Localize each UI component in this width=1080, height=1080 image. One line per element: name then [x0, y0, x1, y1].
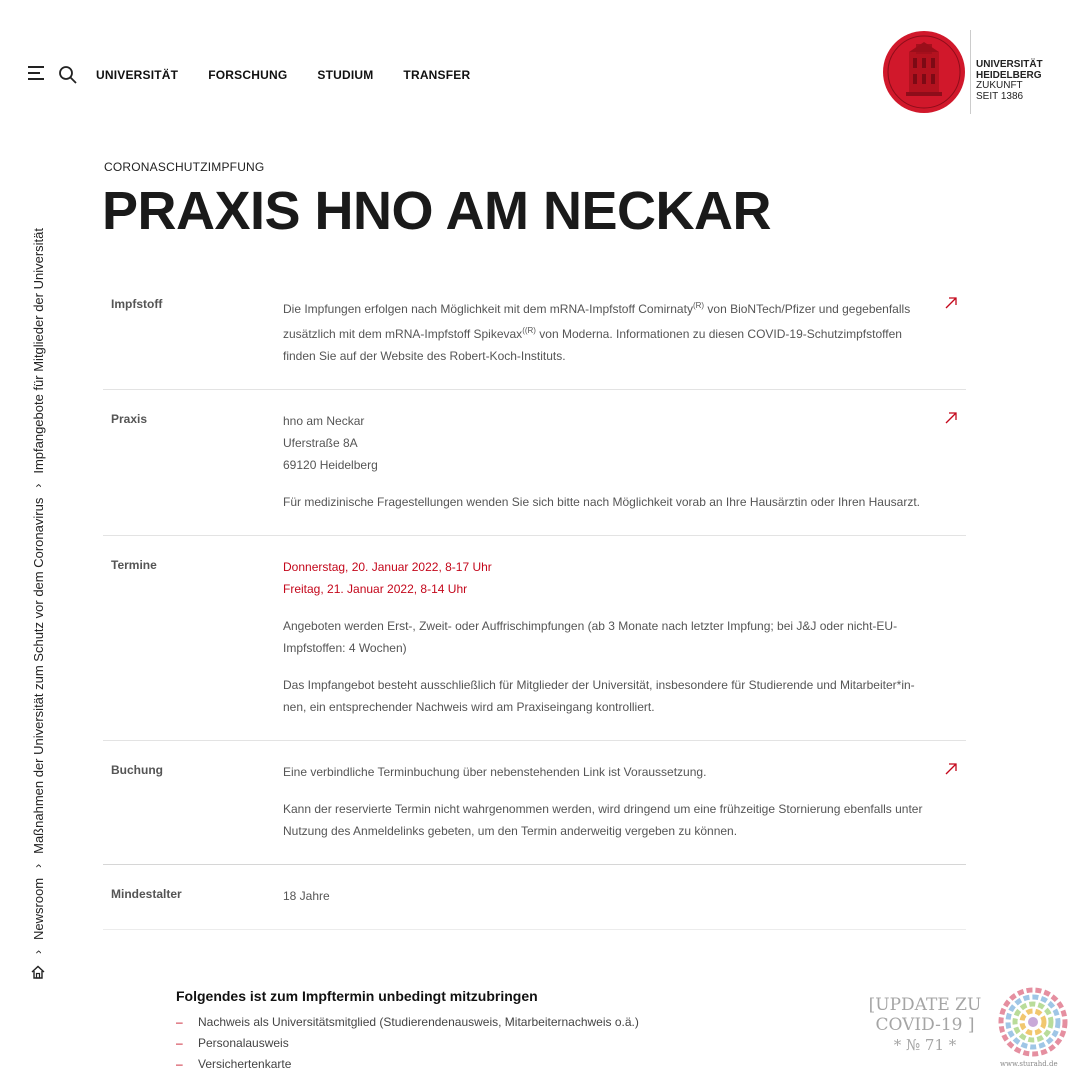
termin-date: Donnerstag, 20. Januar 2022, 8-17 Uhr — [283, 560, 492, 574]
chevron-right-icon: › — [31, 863, 45, 868]
praxis-city: 69120 Heidelberg — [283, 458, 378, 472]
info-row-mindestalter — [103, 865, 966, 930]
info-content — [283, 556, 925, 718]
mindestalter-value: 18 Jahre — [283, 889, 330, 903]
update-line: [UPDATE ZU — [868, 995, 982, 1015]
impfstoff-text-1: Die Impfungen erfolgen nach Möglichkeit mit dem mRNA-Impfstoff Comirnaty — [283, 302, 693, 316]
chevron-right-icon: › — [31, 950, 45, 954]
nav-universitaet[interactable]: UNIVERSITÄT — [96, 68, 179, 82]
menu-icon[interactable] — [28, 66, 46, 82]
bring-list-title: Folgendes ist zum Impftermin unbedingt mitzubringen — [176, 988, 538, 1004]
registered-mark: ((R) — [522, 326, 536, 335]
info-content — [283, 761, 925, 842]
breadcrumb-impfangebote[interactable]: Impfangebote für Mitglieder der Universität — [30, 227, 46, 474]
list-item: – Nachweis als Universitätsmitglied (Studierendenausweis, Mitarbeiternachweis o.ä.) — [176, 1015, 639, 1029]
logo-line-4: SEIT 1386 — [976, 90, 1024, 102]
impfstoff-text-2: von BioNTech/Pfizer und gegebenfalls zusätzlich mit dem mRNA-Impfstoff Spikevax — [283, 302, 911, 341]
termin-date: Freitag, 21. Januar 2022, 8-14 Uhr — [283, 582, 468, 596]
registered-mark: (R) — [692, 301, 705, 310]
info-content — [283, 885, 925, 907]
info-row-praxis — [103, 390, 966, 536]
buchung-text: Eine verbindliche Terminbuchung über nebenstehenden Link ist Voraussetzung. — [283, 765, 707, 779]
bring-list — [176, 1012, 776, 1075]
breadcrumb-newsroom[interactable]: Newsroom — [30, 877, 46, 940]
university-seal-logo[interactable] — [882, 30, 966, 114]
nav-studium[interactable]: STUDIUM — [317, 68, 374, 82]
praxis-name: hno am Neckar — [283, 414, 365, 428]
info-content — [283, 295, 925, 367]
info-table — [103, 275, 966, 930]
nav-forschung[interactable]: FORSCHUNG — [208, 68, 288, 82]
info-row-buchung — [103, 741, 966, 865]
search-icon[interactable] — [58, 65, 78, 85]
update-line: COVID-19 ] — [875, 1015, 975, 1035]
breadcrumb-massnahmen[interactable]: Maßnahmen der Universität zum Schutz vor dem Coronavirus — [30, 497, 46, 854]
list-item-text: Versichertenkarte — [198, 1057, 292, 1071]
bring-list-section — [176, 988, 776, 1075]
university-wordmark[interactable] — [976, 60, 1043, 102]
termine-text: Das Impfangebot besteht ausschließlich für Mitglieder der Universität, insbesondere für Studierende und Mitarbeiter*innen, ein entsprechender Nachweis wird am Praxiseingang kontrolliert. — [283, 678, 915, 714]
praxis-note: Für medizinische Fragestellungen wenden Sie sich bitte nach Möglichkeit vorab an Ihre Hausärztin oder Ihren Hausarzt. — [283, 495, 920, 509]
info-label: Praxis — [111, 412, 148, 426]
impfstoff-text-3: von Moderna. Informationen zu diesen COVID-19-Schutzimpfstoffen finden Sie auf der Website des Robert-Koch-Instituts. — [283, 327, 902, 363]
logo-divider — [970, 30, 971, 114]
logo-line-3: ZUKUNFT — [976, 80, 1023, 91]
list-item: – Personalausweis — [176, 1036, 289, 1050]
stura-logo — [997, 986, 1069, 1058]
logo-line-2: HEIDELBERG — [976, 69, 1042, 81]
buchung-text: Kann der reservierte Termin nicht wahrgenommen werden, wird dringend um eine frühzeitige Stornierung ebenfalls unter Nutzung des Anmeldelinks gebeten, um den Termin anderweitig vergeben zu können. — [283, 802, 923, 838]
praxis-street: Uferstraße 8A — [283, 436, 358, 450]
home-icon[interactable] — [30, 964, 46, 980]
nav-transfer[interactable]: TRANSFER — [403, 68, 471, 82]
site-header — [0, 0, 1080, 140]
info-label: Impfstoff — [111, 297, 163, 311]
external-link-icon[interactable] — [944, 762, 958, 776]
info-label: Termine — [111, 558, 157, 572]
chevron-right-icon: › — [31, 483, 45, 488]
termine-dates — [283, 556, 925, 600]
page-title: PRAXIS HNO AM NECKAR — [102, 181, 772, 241]
external-link-icon[interactable] — [944, 296, 958, 310]
page-eyebrow: CORONASCHUTZIMPFUNG — [104, 160, 265, 174]
list-item-text: Nachweis als Universitätsmitglied (Studierendenausweis, Mitarbeiternachweis o.ä.) — [198, 1015, 639, 1029]
main-nav — [96, 68, 470, 82]
breadcrumb — [30, 140, 46, 980]
list-item: – Versichertenkarte — [176, 1057, 292, 1071]
info-row-impfstoff — [103, 275, 966, 390]
stura-url: www.sturahd.de — [1000, 1060, 1058, 1068]
info-label: Buchung — [111, 763, 163, 777]
termine-text: Angeboten werden Erst-, Zweit- oder Auffrischimpfungen (ab 3 Monate nach letzter Impfung; bei J&J oder nicht-EU-Impfstoffen: 4 Wochen) — [283, 619, 898, 655]
external-link-icon[interactable] — [944, 411, 958, 425]
logo-line-1: UNIVERSITÄT — [976, 59, 1043, 70]
update-badge — [866, 995, 984, 1055]
info-row-termine — [103, 536, 966, 741]
list-item-text: Personalausweis — [198, 1036, 289, 1050]
update-number: * № 71 * — [893, 1036, 957, 1054]
info-content — [283, 410, 925, 513]
info-label: Mindestalter — [111, 887, 182, 901]
